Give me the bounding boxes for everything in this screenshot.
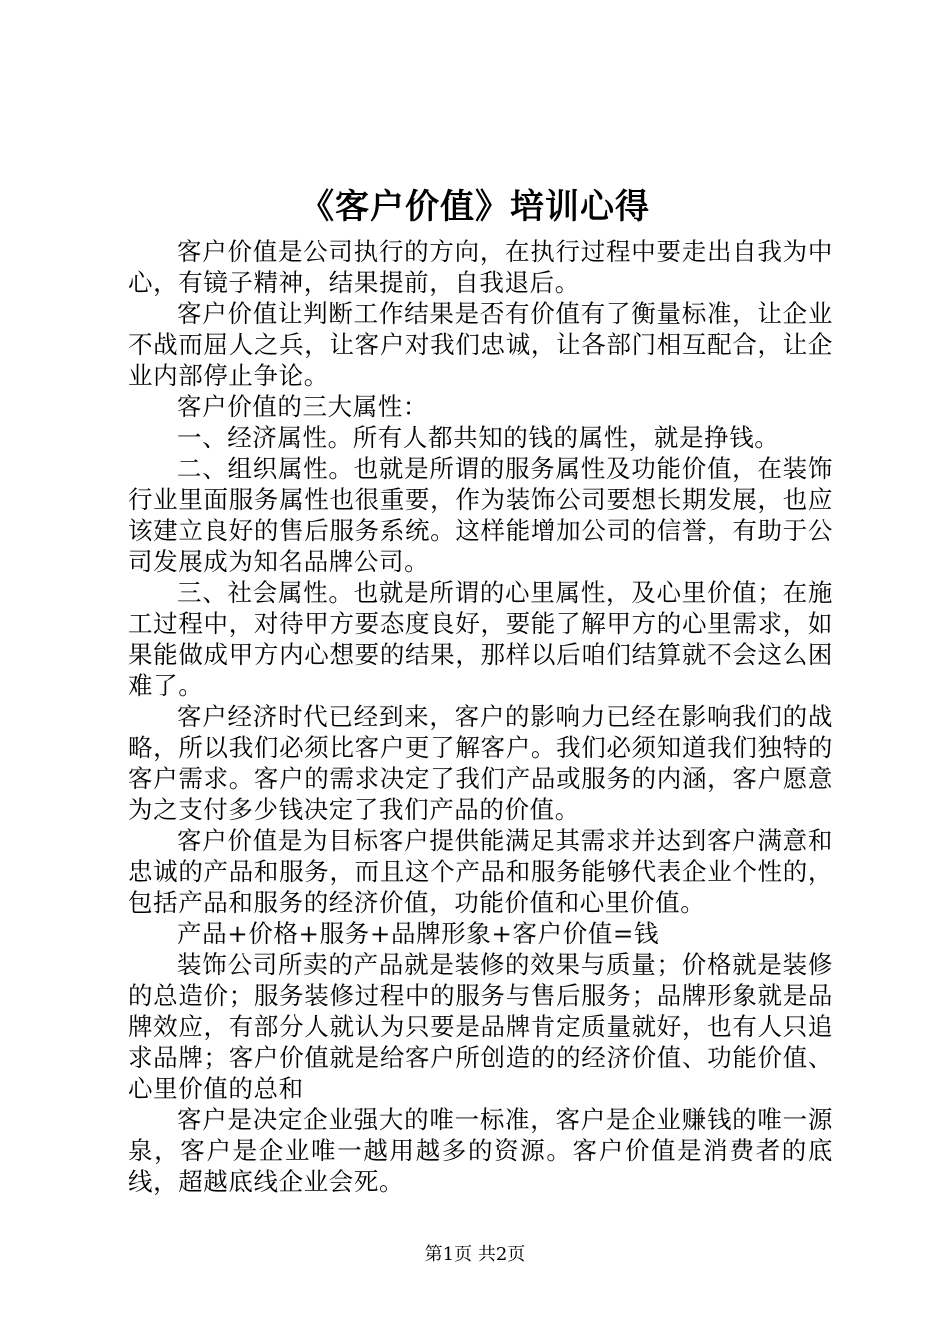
- paragraph: 一、经济属性。所有人都共知的钱的属性，就是挣钱。: [177, 423, 780, 452]
- paragraph: 客户价值让判断工作结果是否有价值有了衡量标准，让企业不战而屈人之兵，让客户对我们忠诚，让各部门相互配合，让企业内部停止争论。: [128, 299, 833, 390]
- paragraph: 装饰公司所卖的产品就是装修的效果与质量；价格就是装修的总造价；服务装修过程中的服务与售后服务；品牌形象就是品牌效应，有部分人就认为只要是品牌肯定质量就好，也有人只追求品牌；客户价值就是给客户所创造的的经济价值、功能价值、心里价值的总和: [128, 950, 833, 1103]
- document-title: 《客户价值》培训心得: [300, 187, 650, 227]
- paragraph: 三、社会属性。也就是所谓的心里属性，及心里价值；在施工过程中，对待甲方要态度良好，要能了解甲方的心里需求，如果能做成甲方内心想要的结果，那样以后咱们结算就不会这么困难了。: [128, 578, 833, 700]
- paragraph: 客户价值是公司执行的方向，在执行过程中要走出自我为中心，有镜子精神，结果提前，自我退后。: [128, 237, 833, 297]
- paragraph: 客户价值是为目标客户提供能满足其需求并达到客户满意和忠诚的产品和服务，而且这个产品和服务能够代表企业个性的，包括产品和服务的经济价值，功能价值和心里价值。: [128, 826, 833, 917]
- paragraph: 二、组织属性。也就是所谓的服务属性及功能价值，在装饰行业里面服务属性也很重要，作为装饰公司要想长期发展，也应该建立良好的售后服务系统。这样能增加公司的信誉，有助于公司发展成为知名品牌公司。: [128, 454, 833, 576]
- page-number-footer: 第1页 共2页: [424, 1244, 526, 1265]
- document-body: [128, 236, 833, 1197]
- paragraph: 产品+价格+服务+品牌形象+客户价值=钱: [177, 919, 660, 948]
- paragraph: 客户价值的三大属性：: [177, 392, 428, 421]
- paragraph: 客户经济时代已经到来，客户的影响力已经在影响我们的战略，所以我们必须比客户更了解客户。我们必须知道我们独特的客户需求。客户的需求决定了我们产品或服务的内涵，客户愿意为之支付多少钱决定了我们产品的价值。: [128, 702, 833, 824]
- paragraph: 客户是决定企业强大的唯一标准，客户是企业赚钱的唯一源泉，客户是企业唯一越用越多的资源。客户价值是消费者的底线，超越底线企业会死。: [128, 1105, 833, 1196]
